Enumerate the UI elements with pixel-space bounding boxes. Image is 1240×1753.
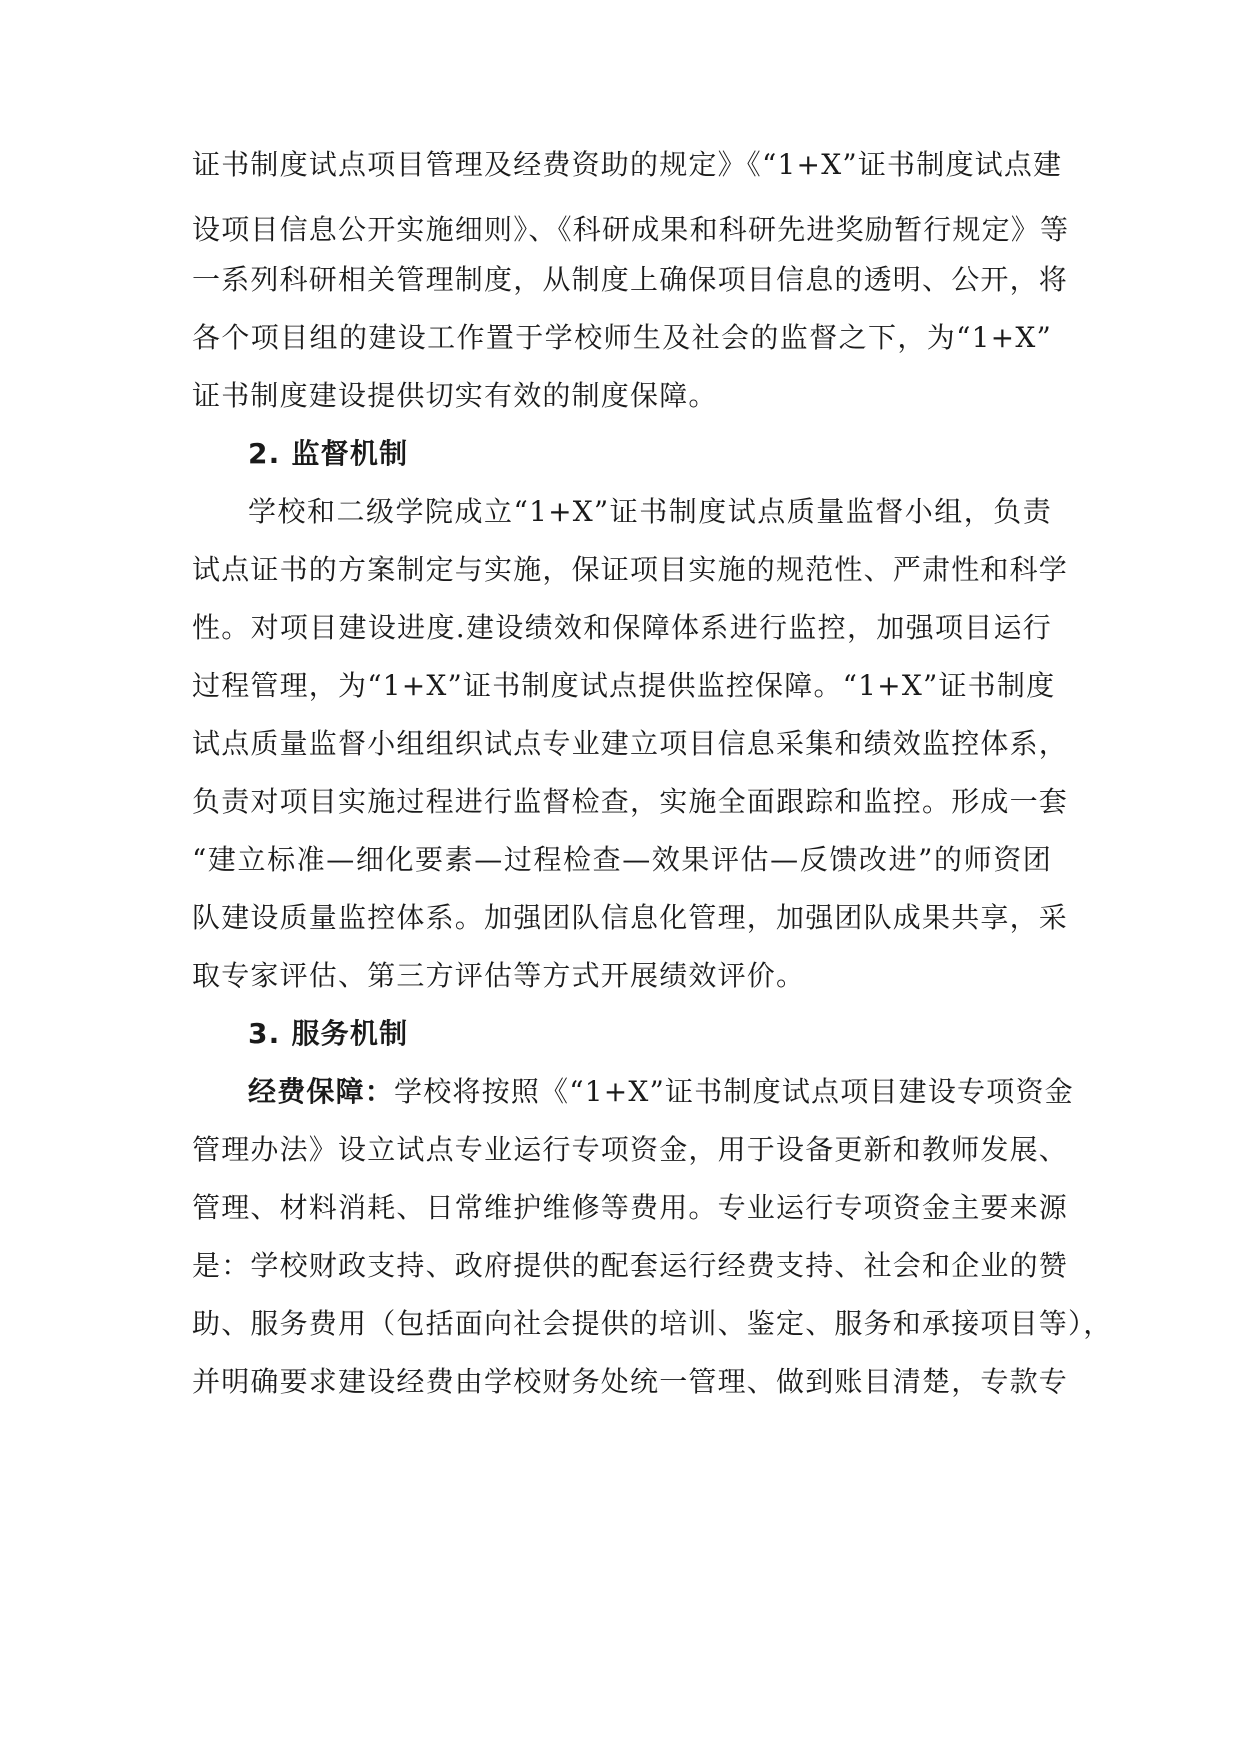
paragraph-line: 证书制度试点项目管理及经费资助的规定》《“1+X”证书制度试点建	[192, 148, 1063, 181]
lead-bold-label: 经费保障：	[248, 1075, 395, 1108]
section-heading: 3. 服务机制	[248, 1017, 409, 1050]
paragraph-line: 管理办法》设立试点专业运行专项资金，用于设备更新和教师发展、	[192, 1133, 1069, 1166]
paragraph-line: 性。对项目建设进度.建设绩效和保障体系进行监控，加强项目运行	[192, 611, 1052, 644]
lead-line	[248, 1072, 1074, 1112]
paragraph-line: 队建设质量监控体系。加强团队信息化管理，加强团队成果共享，采	[192, 901, 1069, 934]
paragraph-line: 各个项目组的建设工作置于学校师生及社会的监督之下，为“1+X”	[192, 321, 1052, 354]
paragraph-line: 证书制度建设提供切实有效的制度保障。	[192, 379, 718, 412]
paragraph-line: 过程管理，为“1+X”证书制度试点提供监控保障。“1+X”证书制度	[192, 669, 1056, 702]
paragraph-line: 一系列科研相关管理制度，从制度上确保项目信息的透明、公开，将	[192, 263, 1069, 296]
paragraph-line: 设项目信息公开实施细则》、《科研成果和科研先进奖励暂行规定》等	[192, 213, 1070, 246]
paragraph-line: 试点证书的方案制定与实施，保证项目实施的规范性、严肃性和科学	[192, 553, 1069, 586]
paragraph-line: 是：学校财政支持、政府提供的配套运行经费支持、社会和企业的赞	[192, 1249, 1069, 1282]
paragraph-line: “建立标准—细化要素—过程检查—效果评估—反馈改进”的师资团	[192, 843, 1052, 876]
paragraph-line: 学校和二级学院成立“1+X”证书制度试点质量监督小组，负责	[248, 495, 1052, 528]
paragraph-line: 负责对项目实施过程进行监督检查，实施全面跟踪和监控。形成一套	[192, 785, 1069, 818]
lead-text: 学校将按照《“1+X”证书制度试点项目建设专项资金	[394, 1075, 1074, 1108]
paragraph-line: 并明确要求建设经费由学校财务处统一管理、做到账目清楚，专款专	[192, 1365, 1069, 1398]
paragraph-line: 管理、材料消耗、日常维护维修等费用。专业运行专项资金主要来源	[192, 1191, 1069, 1224]
section-heading: 2. 监督机制	[248, 437, 409, 470]
paragraph-line: 试点质量监督小组组织试点专业建立项目信息采集和绩效监控体系，	[192, 727, 1069, 760]
paragraph-line: 取专家评估、第三方评估等方式开展绩效评价。	[192, 959, 806, 992]
paragraph-line: 助、服务费用（包括面向社会提供的培训、鉴定、服务和承接项目等），	[192, 1307, 1113, 1340]
